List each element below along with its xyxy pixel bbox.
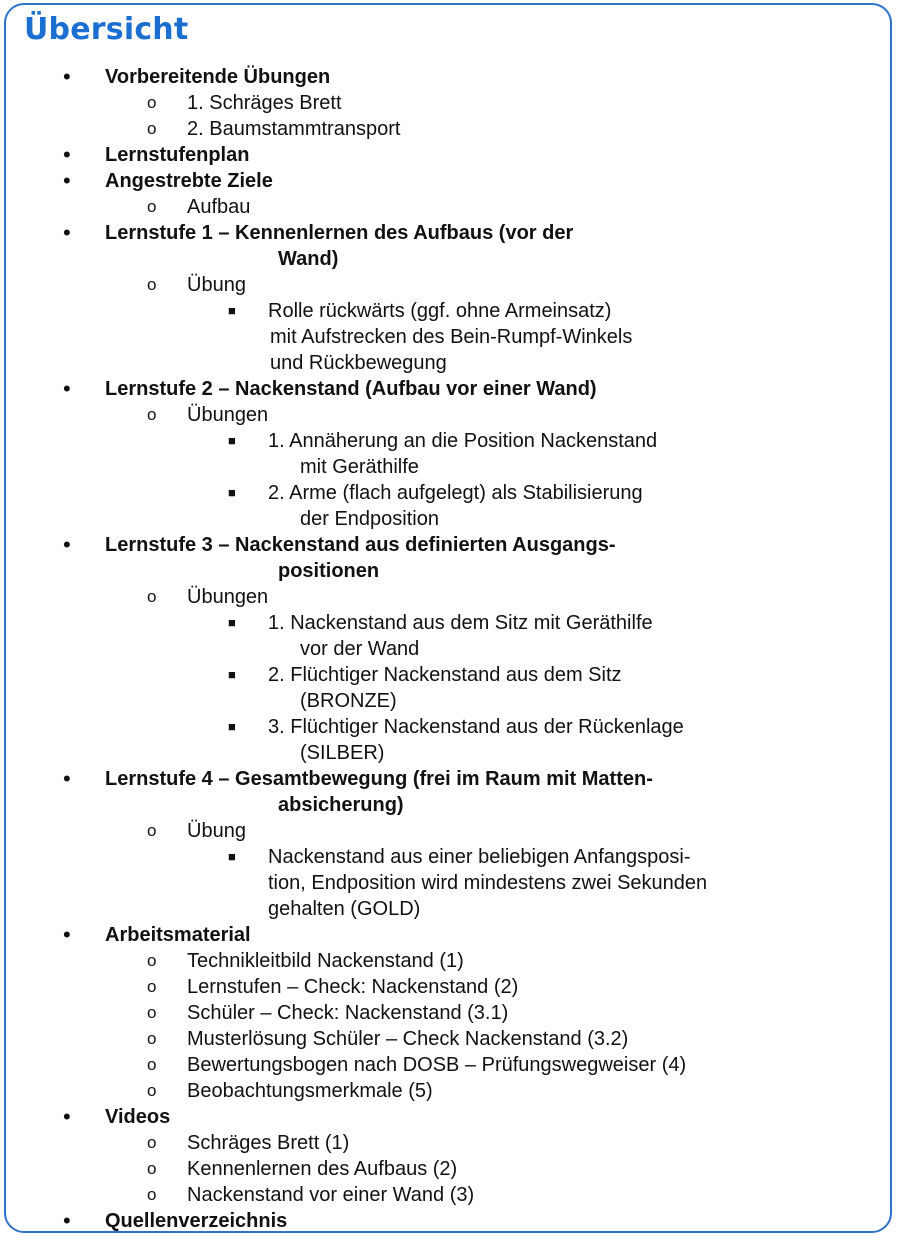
section-heading: Lernstufe 3 – Nackenstand aus definierten Ausgangs- [105, 534, 616, 556]
section-heading-continuation: positionen [278, 560, 380, 582]
circle-bullet-icon: o [147, 93, 157, 112]
circle-bullet-icon: o [147, 1003, 157, 1022]
list-item [0, 974, 900, 1000]
list-item-continuation [0, 896, 900, 922]
list-item [0, 64, 900, 90]
list-item [0, 1104, 900, 1130]
circle-bullet-icon: o [147, 821, 157, 840]
item-text: 3. Flüchtiger Nackenstand aus der Rückenlage [268, 716, 684, 738]
list-item-continuation [0, 688, 900, 714]
circle-bullet-icon: o [147, 405, 157, 424]
list-item [0, 1130, 900, 1156]
list-item [0, 220, 900, 246]
list-item [0, 818, 900, 844]
item-text: Übungen [187, 586, 269, 608]
item-text: Schräges Brett (1) [187, 1132, 350, 1154]
square-bullet-icon: ■ [228, 615, 236, 630]
list-item [0, 662, 900, 688]
disc-bullet-icon: • [63, 922, 71, 947]
list-item [0, 766, 900, 792]
disc-bullet-icon: • [63, 1104, 71, 1129]
list-item-continuation [0, 740, 900, 766]
overview-list [0, 64, 900, 1234]
item-text-continuation: mit Geräthilfe [300, 456, 419, 478]
list-item-continuation [0, 558, 900, 584]
list-item [0, 714, 900, 740]
list-item [0, 922, 900, 948]
section-heading: Lernstufe 1 – Kennenlernen des Aufbaus (vor der [105, 222, 574, 244]
item-text-continuation: tion, Endposition wird mindestens zwei Sekunden [268, 872, 708, 894]
item-text: 2. Baumstammtransport [187, 118, 401, 140]
list-item [0, 168, 900, 194]
list-item [0, 298, 900, 324]
list-item [0, 610, 900, 636]
item-text: 1. Annäherung an die Position Nackenstand [268, 430, 658, 452]
section-heading: Videos [105, 1106, 171, 1128]
item-text: Übung [187, 274, 246, 296]
square-bullet-icon: ■ [228, 719, 236, 734]
square-bullet-icon: ■ [228, 433, 236, 448]
list-item-continuation [0, 324, 900, 350]
section-heading-continuation: Wand) [278, 248, 339, 270]
list-item [0, 844, 900, 870]
section-heading: Lernstufe 2 – Nackenstand (Aufbau vor einer Wand) [105, 378, 597, 400]
list-item [0, 116, 900, 142]
section-heading: Lernstufe 4 – Gesamtbewegung (frei im Raum mit Matten- [105, 768, 653, 790]
list-item [0, 272, 900, 298]
list-item [0, 1026, 900, 1052]
square-bullet-icon: ■ [228, 303, 236, 318]
list-item-continuation [0, 506, 900, 532]
item-text: Beobachtungsmerkmale (5) [187, 1080, 433, 1102]
list-item [0, 532, 900, 558]
list-item [0, 402, 900, 428]
circle-bullet-icon: o [147, 1055, 157, 1074]
item-text-continuation: vor der Wand [300, 638, 420, 660]
item-text: 1. Nackenstand aus dem Sitz mit Geräthilfe [268, 612, 653, 634]
list-item [0, 1182, 900, 1208]
section-heading: Lernstufenplan [105, 144, 250, 166]
list-item [0, 480, 900, 506]
item-text: 1. Schräges Brett [187, 92, 342, 114]
section-heading: Vorbereitende Übungen [105, 66, 331, 88]
list-item [0, 194, 900, 220]
item-text: Nackenstand vor einer Wand (3) [187, 1184, 475, 1206]
list-item [0, 142, 900, 168]
item-text-continuation: gehalten (GOLD) [268, 898, 421, 920]
list-item-continuation [0, 246, 900, 272]
list-item [0, 1078, 900, 1104]
disc-bullet-icon: • [63, 168, 71, 193]
section-heading: Quellenverzeichnis [105, 1210, 288, 1232]
list-item-continuation [0, 350, 900, 376]
item-text: Lernstufen – Check: Nackenstand (2) [187, 976, 519, 998]
list-item [0, 1000, 900, 1026]
square-bullet-icon: ■ [228, 485, 236, 500]
item-text: Schüler – Check: Nackenstand (3.1) [187, 1002, 509, 1024]
disc-bullet-icon: • [63, 532, 71, 557]
item-text: 2. Flüchtiger Nackenstand aus dem Sitz [268, 664, 622, 686]
list-item [0, 428, 900, 454]
circle-bullet-icon: o [147, 977, 157, 996]
item-text: Kennenlernen des Aufbaus (2) [187, 1158, 458, 1180]
circle-bullet-icon: o [147, 119, 157, 138]
circle-bullet-icon: o [147, 1081, 157, 1100]
square-bullet-icon: ■ [228, 667, 236, 682]
item-text: Nackenstand aus einer beliebigen Anfangsposi- [268, 846, 691, 868]
list-item [0, 584, 900, 610]
list-item-continuation [0, 454, 900, 480]
list-item [0, 1208, 900, 1234]
item-text-continuation: (SILBER) [300, 742, 385, 764]
list-item [0, 376, 900, 402]
list-item [0, 1052, 900, 1078]
circle-bullet-icon: o [147, 1133, 157, 1152]
circle-bullet-icon: o [147, 1029, 157, 1048]
list-item [0, 1156, 900, 1182]
circle-bullet-icon: o [147, 951, 157, 970]
disc-bullet-icon: • [63, 1208, 71, 1233]
item-text: Aufbau [187, 196, 251, 218]
circle-bullet-icon: o [147, 1185, 157, 1204]
item-text-continuation: und Rückbewegung [270, 352, 447, 374]
list-item-continuation [0, 792, 900, 818]
item-text: 2. Arme (flach aufgelegt) als Stabilisierung [268, 482, 643, 504]
disc-bullet-icon: • [63, 142, 71, 167]
circle-bullet-icon: o [147, 197, 157, 216]
item-text: Bewertungsbogen nach DOSB – Prüfungswegweiser (4) [187, 1054, 687, 1076]
square-bullet-icon: ■ [228, 849, 236, 864]
circle-bullet-icon: o [147, 1159, 157, 1178]
section-heading: Angestrebte Ziele [105, 170, 273, 192]
list-item-continuation [0, 870, 900, 896]
list-item [0, 948, 900, 974]
section-heading: Arbeitsmaterial [105, 924, 251, 946]
item-text-continuation: der Endposition [300, 508, 439, 530]
item-text: Musterlösung Schüler – Check Nackenstand (3.2) [187, 1028, 629, 1050]
section-heading-continuation: absicherung) [278, 794, 404, 816]
disc-bullet-icon: • [63, 766, 71, 791]
page-title: Übersicht [24, 12, 189, 47]
circle-bullet-icon: o [147, 587, 157, 606]
item-text-continuation: mit Aufstrecken des Bein-Rumpf-Winkels [270, 326, 633, 348]
disc-bullet-icon: • [63, 64, 71, 89]
disc-bullet-icon: • [63, 376, 71, 401]
item-text: Übung [187, 820, 246, 842]
item-text: Rolle rückwärts (ggf. ohne Armeinsatz) [268, 300, 612, 322]
disc-bullet-icon: • [63, 220, 71, 245]
list-item [0, 90, 900, 116]
item-text-continuation: (BRONZE) [300, 690, 397, 712]
item-text: Technikleitbild Nackenstand (1) [187, 950, 464, 972]
item-text: Übungen [187, 404, 269, 426]
list-item-continuation [0, 636, 900, 662]
circle-bullet-icon: o [147, 275, 157, 294]
